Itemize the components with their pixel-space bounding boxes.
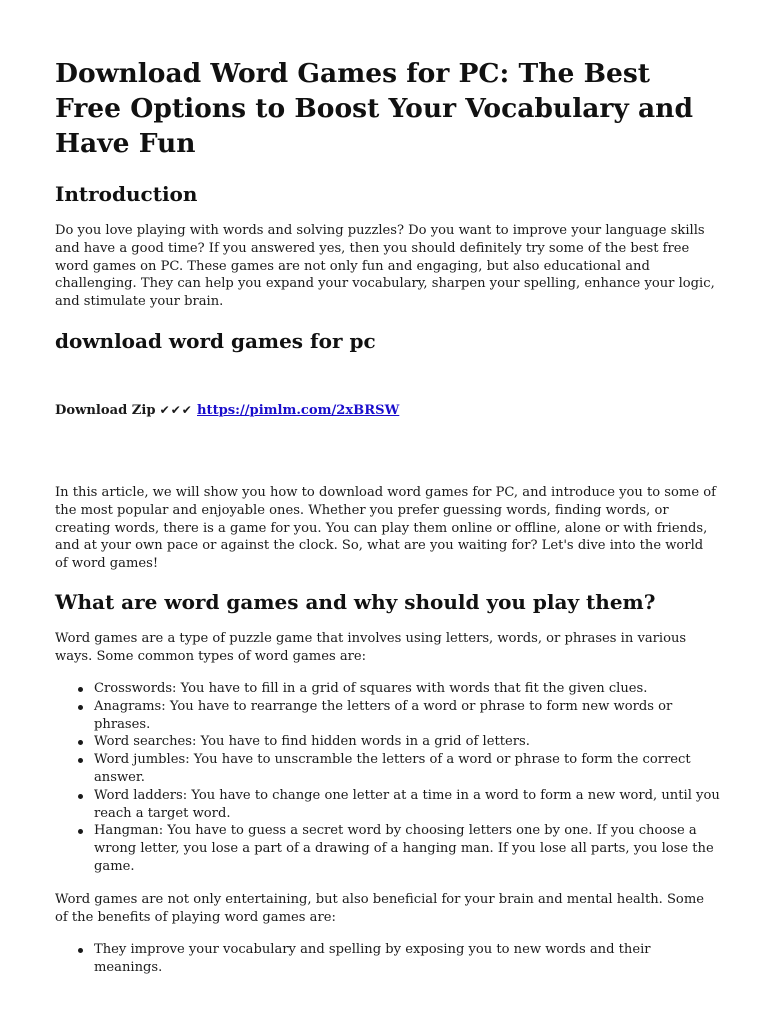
keyword-heading: download word games for pc [55, 329, 376, 353]
list-item [55, 822, 720, 875]
bullet-icon [78, 794, 83, 799]
list-item-text: Word ladders: You have to change one letter at a time in a word to form a new word, until you reach a target word. [94, 787, 720, 821]
bullet-icon [78, 758, 83, 763]
download-link[interactable]: https://pimlm.com/2xBRSW [197, 403, 400, 418]
list-item [55, 751, 720, 787]
arrow-icons: ✔✔✔ [159, 403, 193, 417]
list-item-text: Crosswords: You have to fill in a grid of squares with words that fit the given clues. [94, 681, 648, 696]
intro-heading: Introduction [55, 182, 198, 206]
what-paragraph: Word games are a type of puzzle game that involves using letters, words, or phrases in various ways. Some common types of word games are: [55, 631, 687, 664]
bullet-icon [78, 687, 83, 692]
list-item-text: Word jumbles: You have to unscramble the letters of a word or phrase to form the correct answer. [94, 752, 691, 785]
what-heading: What are word games and why should you play them? [55, 590, 656, 614]
list-item-text: Anagrams: You have to rearrange the letters of a word or phrase to form new words or phrases. [94, 698, 673, 732]
list-item [55, 733, 720, 751]
list-item [55, 787, 720, 823]
list-item [55, 680, 720, 698]
word-game-types-list [55, 680, 720, 876]
list-item-text: Word searches: You have to find hidden words in a grid of letters. [94, 734, 530, 750]
list-item-text: Hangman: You have to guess a secret word by choosing letters one by one. If you choose a wrong letter, you lose a part of a drawing of a hanging man. If you lose all parts, you lose the game. [94, 823, 714, 874]
benefits-list [55, 941, 720, 977]
download-line [55, 401, 399, 420]
bullet-icon [78, 705, 83, 710]
bullet-icon [78, 740, 83, 745]
bullet-icon [78, 829, 83, 834]
list-item-text: They improve your vocabulary and spelling by exposing you to new words and their meanings. [94, 942, 651, 975]
benefits-paragraph: Word games are not only entertaining, but also beneficial for your brain and mental health. Some of the benefits of playing word games are: [55, 892, 704, 925]
list-item [55, 941, 720, 977]
article-title: Download Word Games for PC: The Best Free Options to Boost Your Vocabulary and Have Fun [55, 58, 693, 159]
download-label: Download Zip [55, 403, 156, 418]
intro-paragraph: Do you love playing with words and solving puzzles? Do you want to improve your language skills and have a good time? If you answered yes, then you should definitely try some of the best free word games on PC. These games are not only fun and engaging, but also educational and challenging. They can help you expand your vocabulary, sharpen your spelling, enhance your logic, and stimulate your brain. [55, 223, 715, 310]
list-item [55, 698, 720, 734]
bullet-icon [78, 948, 83, 953]
article-paragraph: In this article, we will show you how to download word games for PC, and introduce you to some of the most popular and enjoyable ones. Whether you prefer guessing words, finding words, or creating words, there is a game for you. You can play them online or offline, alone or with friends, and at your own pace or against the clock. So, what are you waiting for? Let's dive into the world of word games! [55, 485, 716, 572]
